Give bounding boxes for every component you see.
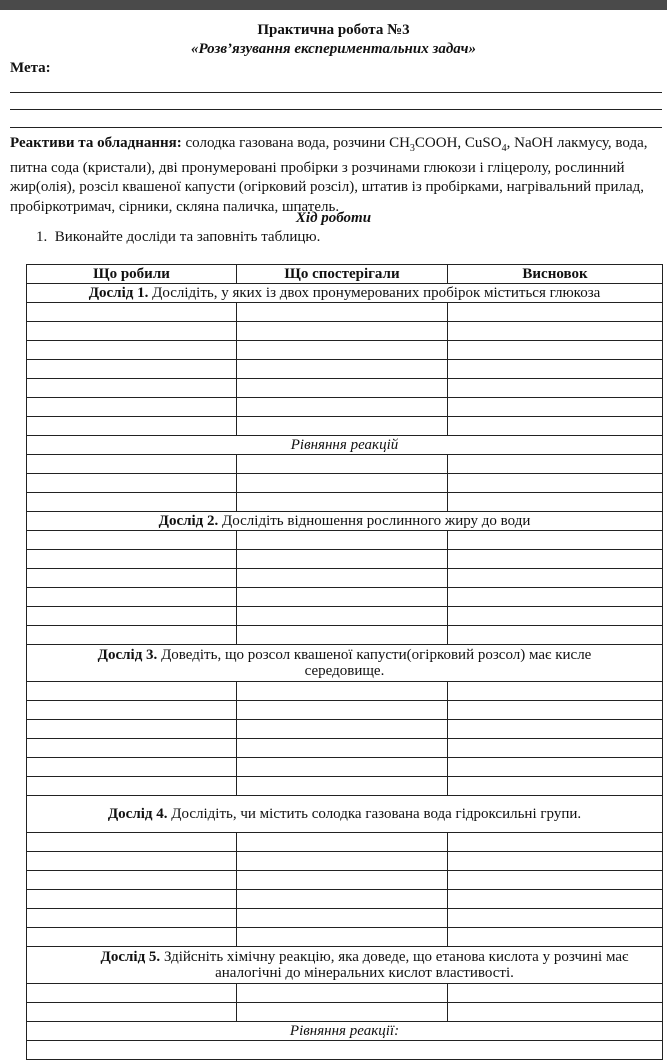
table-cell <box>448 398 663 417</box>
table-row <box>27 379 663 398</box>
viewer-top-bar <box>0 0 667 10</box>
experiment-4-heading <box>27 796 663 833</box>
table-cell <box>27 588 237 607</box>
table-cell <box>27 701 237 720</box>
procedure-heading: Хід роботи <box>295 210 372 226</box>
reagents-sub-1: 3 <box>409 143 415 154</box>
table-cell <box>237 701 448 720</box>
table-cell <box>27 379 237 398</box>
table-cell <box>27 341 237 360</box>
table-cell <box>27 984 237 1003</box>
table-row <box>27 398 663 417</box>
table-cell <box>237 984 448 1003</box>
header-what-observed: Що спостерігали <box>237 265 448 284</box>
table-cell <box>27 607 237 626</box>
table-cell <box>237 398 448 417</box>
table-cell <box>237 758 448 777</box>
table-cell <box>237 833 448 852</box>
table-cell <box>448 701 663 720</box>
table-cell <box>27 871 237 890</box>
task-text: Виконайте досліди та заповніть таблицю. <box>54 229 321 245</box>
equation-5-heading: Рівняння реакції: <box>27 1022 663 1041</box>
table-row <box>27 984 663 1003</box>
experiment-5-text: Здійсніть хімічну реакцію, яка доведе, що етанова кислота у розчині має аналогічні до мінеральних кислот властивості. <box>160 949 629 981</box>
table-cell <box>237 455 448 474</box>
experiment-3-label: Дослід 3. <box>97 647 158 663</box>
goal-answer-line-2 <box>10 109 662 110</box>
reagents-paragraph <box>10 134 660 217</box>
table-cell <box>27 322 237 341</box>
table-cell <box>448 758 663 777</box>
experiment-3-row <box>27 645 663 682</box>
table-cell <box>448 1003 663 1022</box>
table-cell <box>237 531 448 550</box>
table-row <box>27 701 663 720</box>
table-row <box>27 550 663 569</box>
table-row <box>27 720 663 739</box>
equation-1-heading: Рівняння реакцій <box>27 436 663 455</box>
table-cell <box>237 607 448 626</box>
table-row <box>27 341 663 360</box>
header-what-did: Що робили <box>27 265 237 284</box>
table-cell <box>27 550 237 569</box>
table-cell <box>237 550 448 569</box>
table-cell <box>237 852 448 871</box>
table-cell <box>27 928 237 947</box>
goal-label: Мета: <box>10 60 51 76</box>
table-row <box>27 739 663 758</box>
reagents-label: Реактиви та обладнання: <box>10 135 182 151</box>
table-cell <box>27 777 237 796</box>
table-cell <box>448 852 663 871</box>
table-cell <box>448 417 663 436</box>
experiment-5-label: Дослід 5. <box>100 949 161 965</box>
table-cell <box>27 626 237 645</box>
table-cell <box>237 777 448 796</box>
table-row <box>27 871 663 890</box>
experiment-5-heading <box>27 947 663 984</box>
table-cell <box>448 777 663 796</box>
table-cell <box>448 341 663 360</box>
table-row <box>27 303 663 322</box>
table-cell <box>27 1003 237 1022</box>
table-cell <box>448 909 663 928</box>
table-row <box>27 1041 663 1060</box>
table-row <box>27 322 663 341</box>
table-row <box>27 607 663 626</box>
table-cell <box>27 531 237 550</box>
table-cell <box>27 417 237 436</box>
task-number: 1. <box>36 229 48 245</box>
table-cell <box>237 720 448 739</box>
table-cell <box>27 720 237 739</box>
table-cell <box>448 720 663 739</box>
table-cell <box>237 871 448 890</box>
table-cell <box>448 531 663 550</box>
table-row <box>27 626 663 645</box>
goal-answer-line-3 <box>10 127 662 128</box>
experiment-2-heading <box>27 512 663 531</box>
table-cell <box>27 739 237 758</box>
reagents-text-3: , NaOH лакмусу, вода, питна сода (кристали), дві пронумеровані пробірки з розчинами глюкози і гліцеролу, рослинний жир(олія), розсіл квашеної капусти (огірковий розсіл), штатив із пробірками, нагрівальний прилад, пробіркотримач, сірники, скляна паличка, шпатель. <box>10 135 648 215</box>
reagents-text-2: COOH, CuSO <box>414 135 502 151</box>
table-row <box>27 455 663 474</box>
experiment-1-label: Дослід 1. <box>88 285 149 301</box>
table-row <box>27 833 663 852</box>
table-cell <box>448 871 663 890</box>
table-cell <box>237 474 448 493</box>
experiment-1-text: Дослідіть, у яких із двох пронумерованих пробірок міститься глюкоза <box>148 285 601 301</box>
table-row <box>27 569 663 588</box>
table-cell <box>448 626 663 645</box>
table-cell <box>27 909 237 928</box>
table-row <box>27 531 663 550</box>
table-row <box>27 474 663 493</box>
experiment-4-label: Дослід 4. <box>107 806 168 822</box>
table-cell <box>27 303 237 322</box>
table-cell <box>27 455 237 474</box>
table-cell <box>237 341 448 360</box>
table-cell <box>448 455 663 474</box>
experiment-2-text: Дослідіть відношення рослинного жиру до води <box>218 513 531 529</box>
table-cell <box>27 890 237 909</box>
experiment-1-heading <box>27 284 663 303</box>
table-header-row <box>27 265 663 284</box>
table-row <box>27 588 663 607</box>
document-title: Практична робота №3 <box>257 22 410 38</box>
table-cell <box>448 379 663 398</box>
table-cell <box>448 833 663 852</box>
table-cell <box>448 890 663 909</box>
reagents-text-1: солодка газована вода, розчини CH <box>181 135 410 151</box>
table-row <box>27 890 663 909</box>
document-subtitle: «Розв’язування експериментальних задач» <box>191 41 476 57</box>
table-cell <box>237 682 448 701</box>
table-cell <box>237 909 448 928</box>
experiment-2-label: Дослід 2. <box>158 513 219 529</box>
table-row <box>27 852 663 871</box>
table-row <box>27 682 663 701</box>
table-cell <box>237 493 448 512</box>
table-cell <box>237 928 448 947</box>
table-cell <box>237 303 448 322</box>
table-cell <box>27 682 237 701</box>
table-cell <box>448 360 663 379</box>
experiment-4-row <box>27 796 663 833</box>
table-cell <box>237 360 448 379</box>
table-row <box>27 360 663 379</box>
table-row <box>27 909 663 928</box>
experiment-3-heading <box>27 645 663 682</box>
table-cell <box>448 682 663 701</box>
experiment-table <box>26 264 663 1060</box>
table-cell <box>448 984 663 1003</box>
table-cell <box>237 322 448 341</box>
table-row <box>27 777 663 796</box>
table-cell <box>27 758 237 777</box>
table-cell <box>237 379 448 398</box>
task-1 <box>36 229 320 246</box>
table-cell <box>448 928 663 947</box>
table-cell <box>237 569 448 588</box>
table-cell <box>237 890 448 909</box>
table-cell <box>27 474 237 493</box>
table-cell <box>27 852 237 871</box>
table-row <box>27 1003 663 1022</box>
table-cell <box>448 569 663 588</box>
table-cell <box>27 1041 663 1060</box>
table-cell <box>448 550 663 569</box>
table-cell <box>27 833 237 852</box>
table-cell <box>27 493 237 512</box>
table-cell <box>237 626 448 645</box>
table-cell <box>448 739 663 758</box>
experiment-3-text: Доведіть, що розсол квашеної капусти(огірковий розсол) має кисле середовище. <box>157 647 592 679</box>
table-row <box>27 493 663 512</box>
table-row <box>27 928 663 947</box>
experiment-2-row <box>27 512 663 531</box>
table-row <box>27 417 663 436</box>
table-cell <box>448 322 663 341</box>
experiment-4-text: Дослідіть, чи містить солодка газована вода гідроксильні групи. <box>167 806 582 822</box>
reagents-sub-2: 4 <box>501 143 507 154</box>
table-row <box>27 758 663 777</box>
table-cell <box>448 493 663 512</box>
equation-1-row <box>27 436 663 455</box>
experiment-5-row <box>27 947 663 984</box>
goal-answer-line-1 <box>10 92 662 93</box>
table-cell <box>448 607 663 626</box>
table-cell <box>237 588 448 607</box>
table-cell <box>27 360 237 379</box>
table-cell <box>237 417 448 436</box>
header-conclusion: Висновок <box>448 265 663 284</box>
table-cell <box>448 588 663 607</box>
table-cell <box>27 398 237 417</box>
table-cell <box>448 474 663 493</box>
experiment-1-row <box>27 284 663 303</box>
table-cell <box>237 739 448 758</box>
table-cell <box>237 1003 448 1022</box>
table-cell <box>27 569 237 588</box>
table-cell <box>448 303 663 322</box>
equation-5-row <box>27 1022 663 1041</box>
